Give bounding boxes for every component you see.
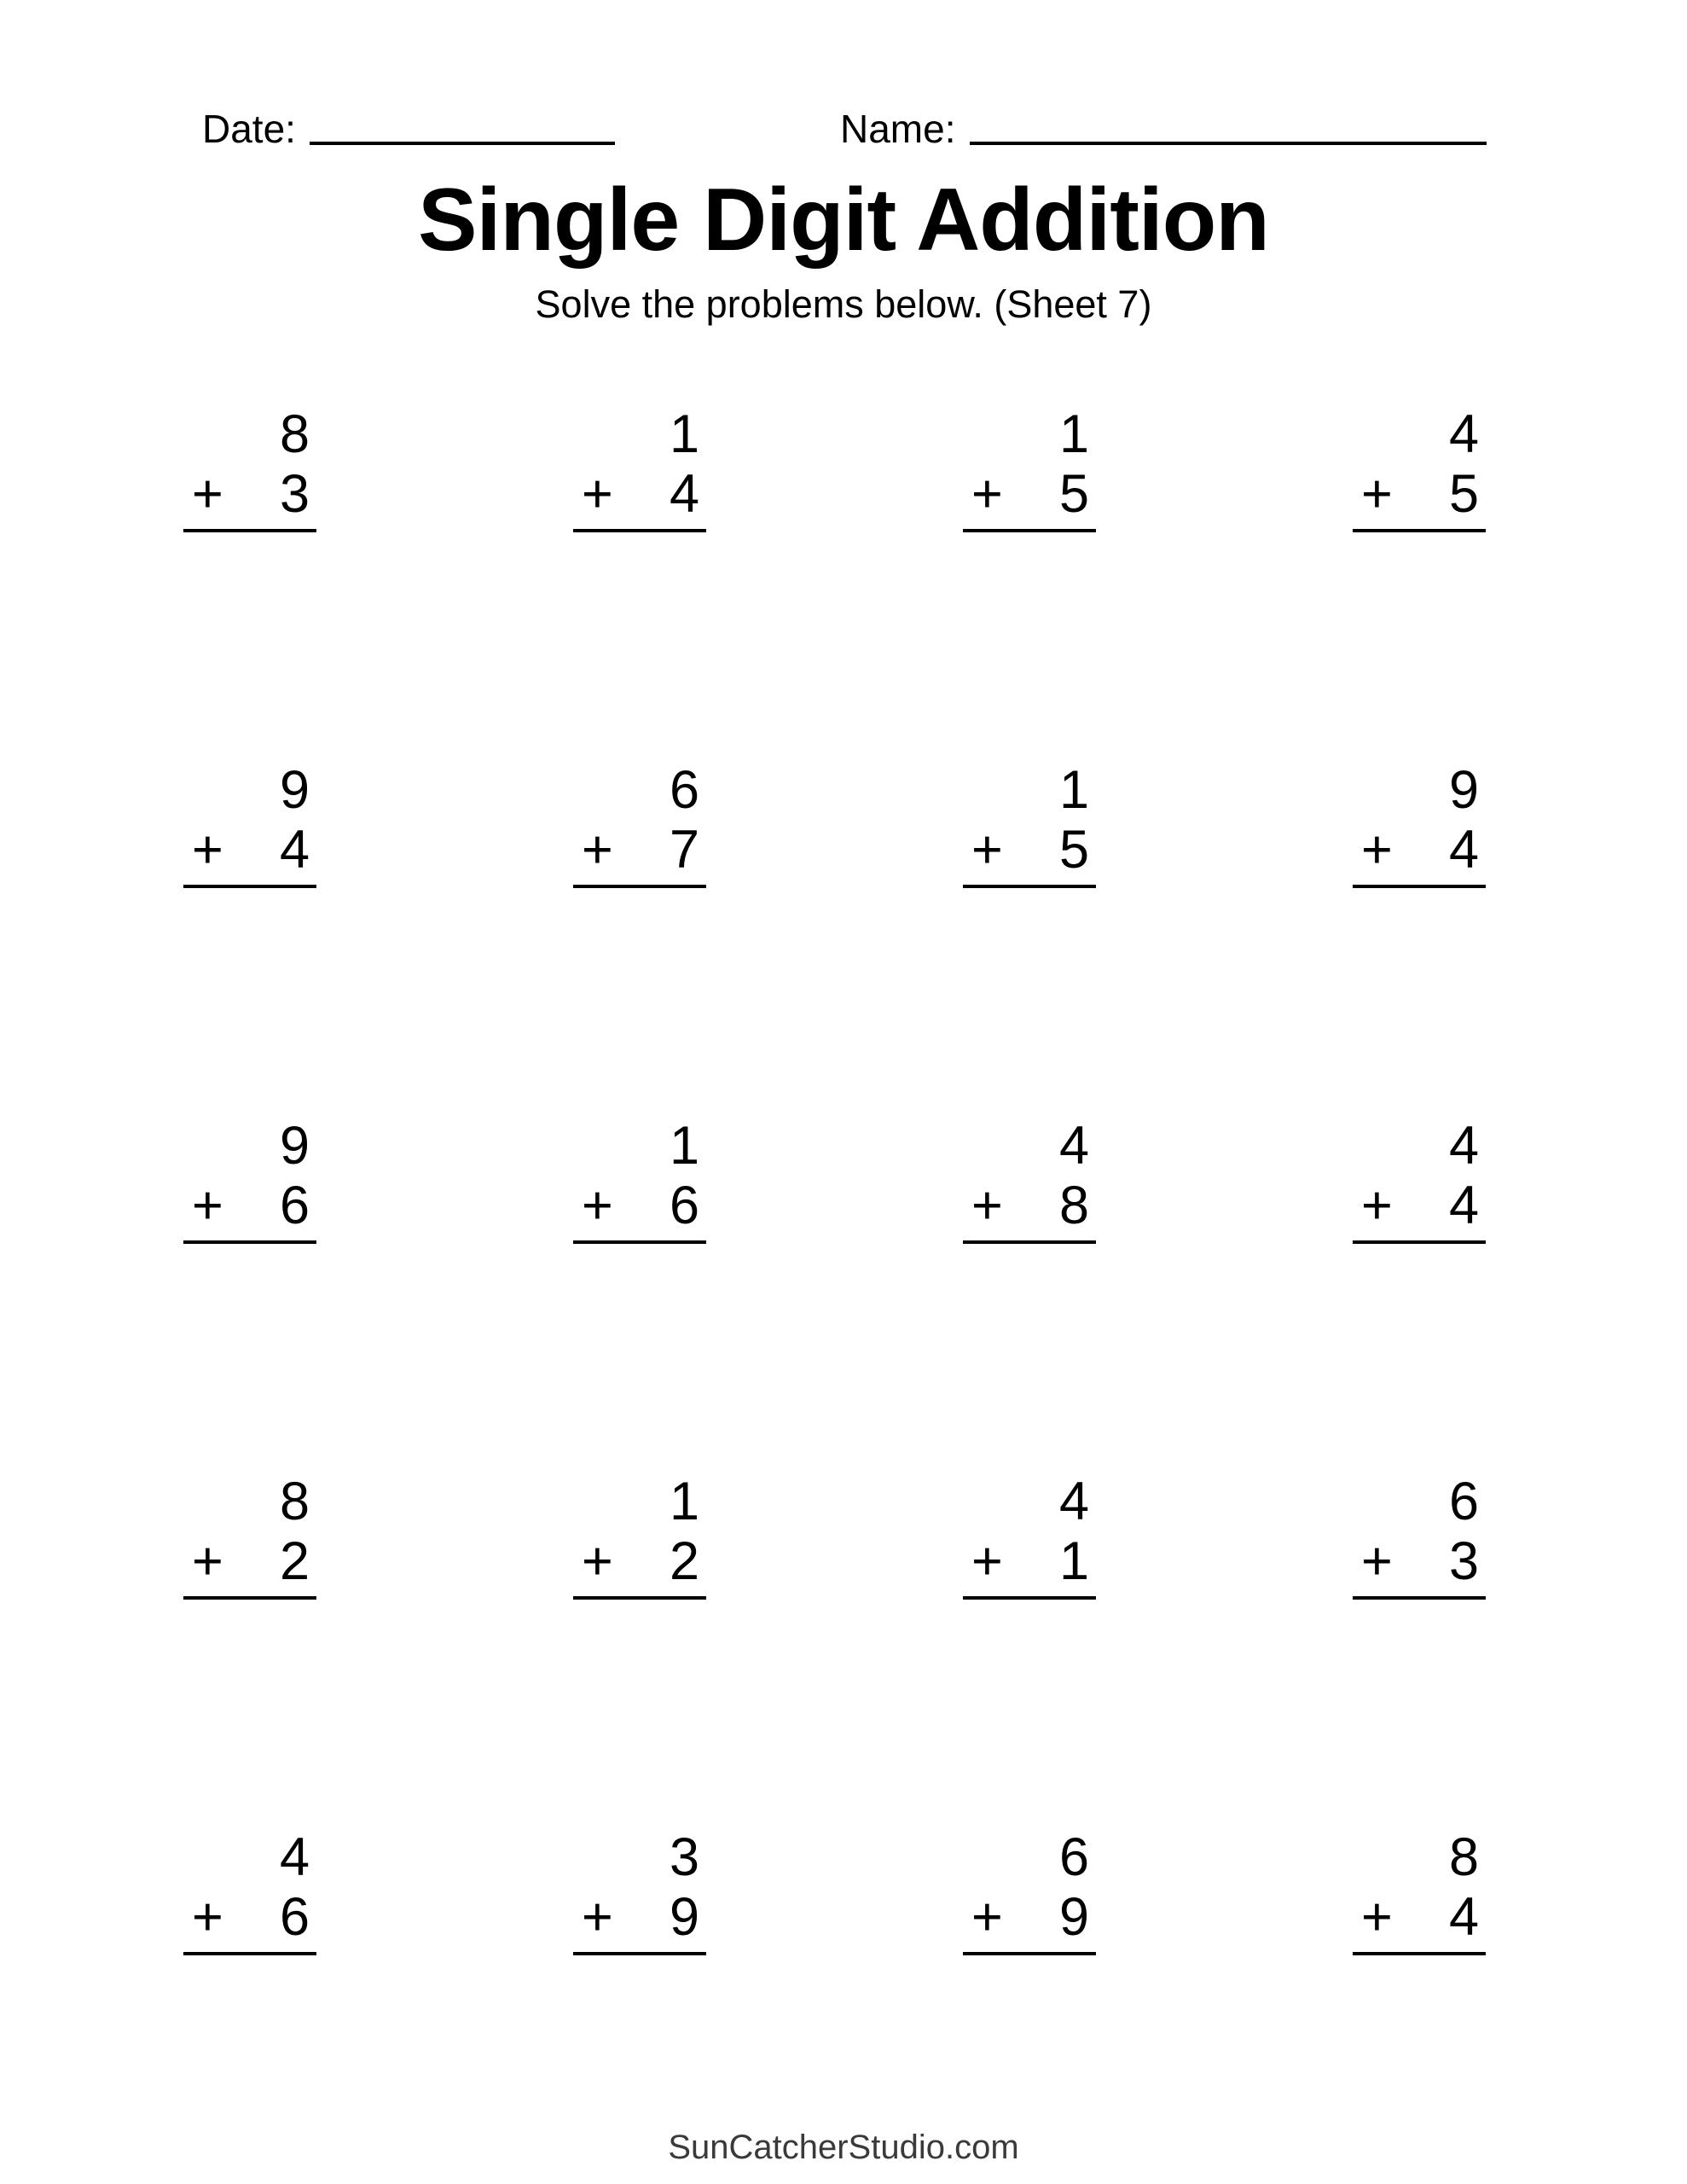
- bottom-addend-row: [1353, 464, 1486, 524]
- top-addend: 1: [669, 1472, 699, 1531]
- addition-problem: [183, 1472, 316, 1827]
- bottom-addend-row: [183, 1531, 316, 1591]
- addition-problem: [183, 1116, 316, 1472]
- bottom-addend: 5: [1058, 820, 1089, 880]
- plus-operator: +: [971, 1531, 1003, 1591]
- answer-line: [183, 1596, 316, 1600]
- bottom-addend-row: [963, 1531, 1096, 1591]
- page-title: Single Digit Addition: [418, 171, 1269, 270]
- plus-operator: +: [582, 1176, 613, 1235]
- plus-operator: +: [1361, 1887, 1393, 1947]
- plus-operator: +: [582, 1887, 613, 1947]
- answer-line: [1353, 529, 1486, 532]
- plus-operator: +: [192, 1176, 223, 1235]
- bottom-addend: 2: [279, 1531, 310, 1591]
- bottom-addend-row: [1353, 1531, 1486, 1591]
- bottom-addend-row: [573, 1887, 706, 1947]
- plus-operator: +: [971, 820, 1003, 880]
- answer-line: [183, 1240, 316, 1244]
- bottom-addend-row: [183, 820, 316, 880]
- bottom-addend-row: [573, 1176, 706, 1235]
- top-addend: 8: [1448, 1827, 1479, 1887]
- bottom-addend-row: [1353, 1176, 1486, 1235]
- plus-operator: +: [582, 1531, 613, 1591]
- bottom-addend: 8: [1058, 1176, 1089, 1235]
- plus-operator: +: [192, 820, 223, 880]
- addition-problem: [963, 1116, 1096, 1472]
- top-addend: 1: [669, 1116, 699, 1176]
- bottom-addend-row: [1353, 1887, 1486, 1947]
- answer-line: [183, 1952, 316, 1955]
- bottom-addend: 6: [669, 1176, 699, 1235]
- bottom-addend-row: [963, 1176, 1096, 1235]
- bottom-addend-row: [183, 464, 316, 524]
- bottom-addend: 9: [669, 1887, 699, 1947]
- answer-line: [963, 1952, 1096, 1955]
- answer-line: [573, 529, 706, 532]
- bottom-addend: 5: [1058, 464, 1089, 524]
- addition-problem: [1353, 760, 1486, 1116]
- top-addend: 9: [1448, 760, 1479, 820]
- plus-operator: +: [971, 1176, 1003, 1235]
- addition-problem: [963, 1472, 1096, 1827]
- answer-line: [1353, 1596, 1486, 1600]
- bottom-addend: 3: [279, 464, 310, 524]
- top-addend: 4: [1058, 1116, 1089, 1176]
- top-addend: 4: [279, 1827, 310, 1887]
- addition-problem: [1353, 1116, 1486, 1472]
- answer-line: [1353, 885, 1486, 888]
- bottom-addend-row: [963, 464, 1096, 524]
- name-fill-line: [970, 104, 1487, 145]
- bottom-addend: 7: [669, 820, 699, 880]
- bottom-addend: 5: [1448, 464, 1479, 524]
- plus-operator: +: [1361, 1176, 1393, 1235]
- answer-line: [963, 529, 1096, 532]
- addition-problem: [1353, 404, 1486, 760]
- date-fill-line: [310, 104, 615, 145]
- bottom-addend-row: [573, 820, 706, 880]
- addition-problem: [1353, 1472, 1486, 1827]
- top-addend: 4: [1448, 1116, 1479, 1176]
- bottom-addend-row: [1353, 820, 1486, 880]
- page-subtitle: Solve the problems below. (Sheet 7): [535, 282, 1152, 326]
- bottom-addend-row: [183, 1887, 316, 1947]
- top-addend: 3: [669, 1827, 699, 1887]
- answer-line: [963, 1596, 1096, 1600]
- top-addend: 1: [669, 404, 699, 464]
- bottom-addend: 4: [1448, 820, 1479, 880]
- top-addend: 6: [669, 760, 699, 820]
- bottom-addend: 4: [669, 464, 699, 524]
- top-addend: 8: [279, 1472, 310, 1531]
- bottom-addend: 3: [1448, 1531, 1479, 1591]
- plus-operator: +: [192, 1887, 223, 1947]
- bottom-addend-row: [963, 1887, 1096, 1947]
- addition-problem: [573, 1116, 706, 1472]
- addition-problem: [573, 404, 706, 760]
- plus-operator: +: [971, 464, 1003, 524]
- answer-line: [183, 529, 316, 532]
- plus-operator: +: [1361, 464, 1393, 524]
- bottom-addend: 4: [279, 820, 310, 880]
- plus-operator: +: [582, 464, 613, 524]
- bottom-addend: 6: [279, 1176, 310, 1235]
- plus-operator: +: [192, 1531, 223, 1591]
- plus-operator: +: [971, 1887, 1003, 1947]
- addition-problem: [573, 760, 706, 1116]
- bottom-addend-row: [573, 464, 706, 524]
- bottom-addend-row: [183, 1176, 316, 1235]
- answer-line: [573, 1240, 706, 1244]
- addition-problem: [183, 404, 316, 760]
- bottom-addend: 6: [279, 1887, 310, 1947]
- answer-line: [963, 1240, 1096, 1244]
- answer-line: [573, 885, 706, 888]
- bottom-addend-row: [963, 820, 1096, 880]
- answer-line: [183, 885, 316, 888]
- plus-operator: +: [582, 820, 613, 880]
- addition-problem: [963, 760, 1096, 1116]
- plus-operator: +: [192, 464, 223, 524]
- problems-grid: [183, 404, 1486, 2183]
- date-label: Date:: [202, 107, 296, 151]
- answer-line: [1353, 1240, 1486, 1244]
- answer-line: [963, 885, 1096, 888]
- bottom-addend: 4: [1448, 1176, 1479, 1235]
- top-addend: 9: [279, 1116, 310, 1176]
- top-addend: 8: [279, 404, 310, 464]
- top-addend: 1: [1058, 760, 1089, 820]
- top-addend: 1: [1058, 404, 1089, 464]
- name-label: Name:: [840, 107, 956, 151]
- top-addend: 6: [1448, 1472, 1479, 1531]
- plus-operator: +: [1361, 1531, 1393, 1591]
- top-addend: 4: [1448, 404, 1479, 464]
- addition-problem: [573, 1472, 706, 1827]
- addition-problem: [183, 760, 316, 1116]
- footer-credit: SunCatcherStudio.com: [668, 2129, 1019, 2166]
- bottom-addend: 2: [669, 1531, 699, 1591]
- answer-line: [573, 1596, 706, 1600]
- addition-problem: [963, 404, 1096, 760]
- bottom-addend-row: [573, 1531, 706, 1591]
- plus-operator: +: [1361, 820, 1393, 880]
- bottom-addend: 1: [1058, 1531, 1089, 1591]
- top-addend: 6: [1058, 1827, 1089, 1887]
- bottom-addend: 9: [1058, 1887, 1089, 1947]
- answer-line: [1353, 1952, 1486, 1955]
- answer-line: [573, 1952, 706, 1955]
- top-addend: 4: [1058, 1472, 1089, 1531]
- bottom-addend: 4: [1448, 1887, 1479, 1947]
- top-addend: 9: [279, 760, 310, 820]
